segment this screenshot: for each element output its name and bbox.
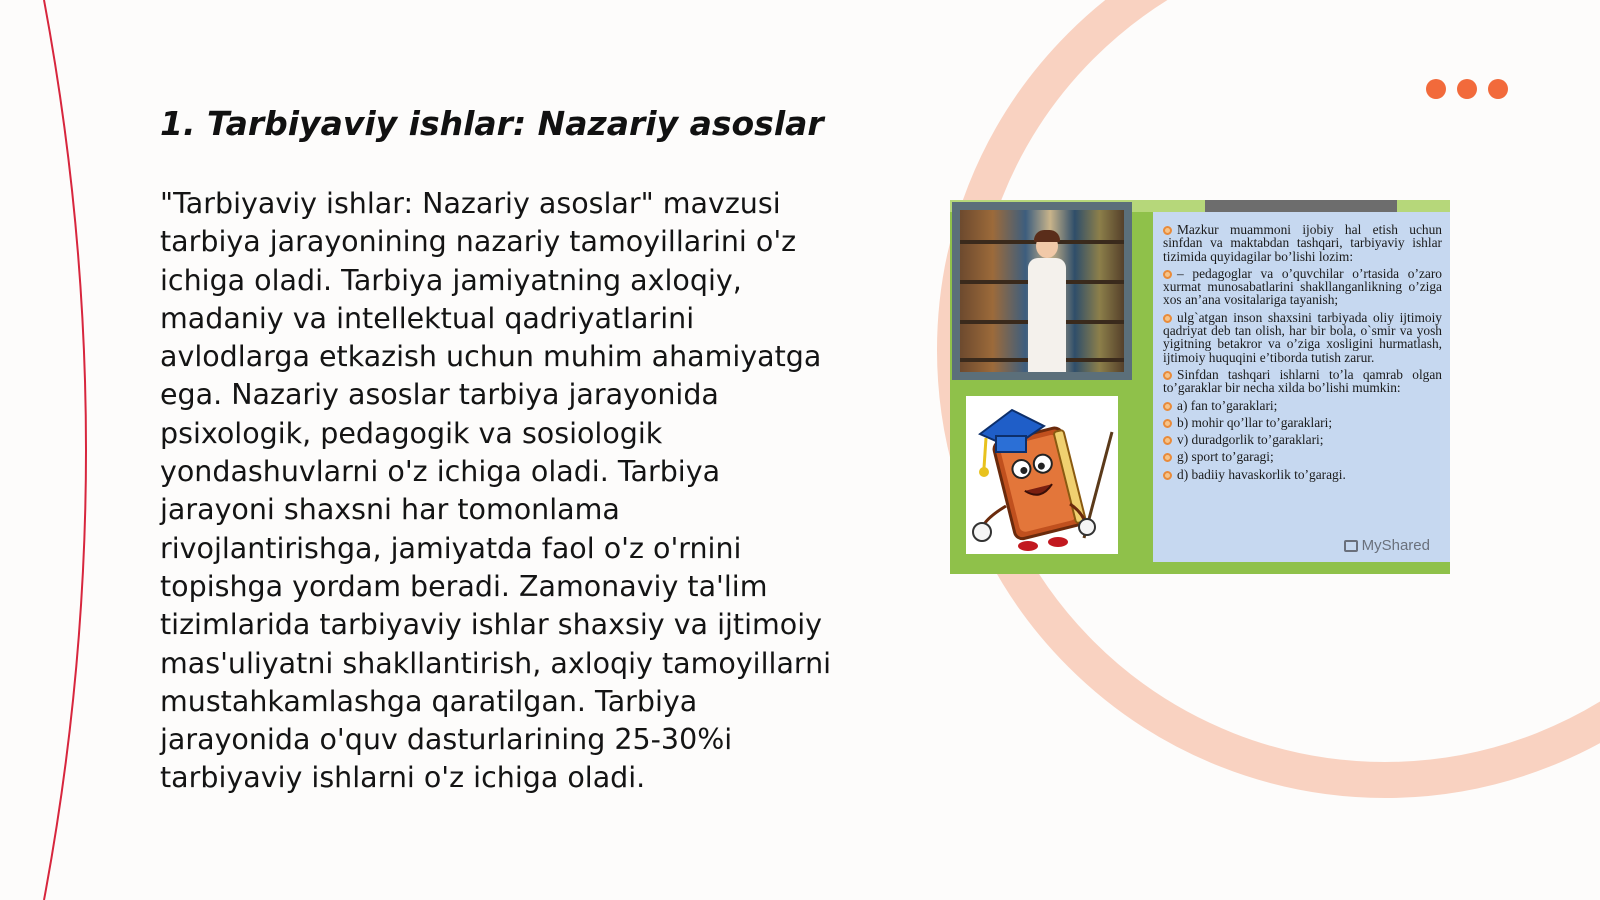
slide-paragraph: Sinfdan tashqari ishlarni to’la qamrab olgan to’garaklar bir necha xilda bo’lishi mumkin: xyxy=(1163,366,1442,396)
more-dots-icon xyxy=(1426,79,1508,99)
slide-top-bar xyxy=(1205,200,1397,212)
left-accent-line xyxy=(44,0,86,900)
list-item: d) badiiy havaskorlik to’garagi. xyxy=(1163,468,1442,481)
slide-body-text: "Tarbiyaviy ishlar: Nazariy asoslar" mavzusi tarbiya jarayonining nazariy tamoyillarini o'z ichiga oladi. Tarbiya jamiyatning axloqiy, madaniy va intellektual qadriyatlarini avlodlarga etkazish uchun muhim ahamiyatga ega. Nazariy asoslar tarbiya jarayonida psixologik, pedagogik va sosiologik yondashuvlarni o'z ichiga oladi. Tarbiya jarayoni shaxsni har tomonlama rivojlantirishga, jamiyatda faol o'z o'rnini topishga yordam beradi. Zamonaviy ta'lim tizimlarida tarbiyaviy ishlar shaxsiy va ijtimoiy mas'uliyatni shakllantirish, axloqiy tamoyillarni mustahkamlashga qaratilgan. Tarbiya jarayonida o'quv dasturlarining 25-30%i tarbiyaviy ishlarni o'z ichiga oladi. xyxy=(160,187,832,795)
dot xyxy=(1426,79,1446,99)
bullet-icon xyxy=(1163,471,1172,480)
list-item: g) sport to’garagi; xyxy=(1163,450,1442,463)
list-item: v) duradgorlik to’garaklari; xyxy=(1163,433,1442,446)
slide-paragraph: – pedagoglar va o’quvchilar o’rtasida o’zaro xurmat munosabatlarini shakllanganlikning o’ziga xos an’ana vositalariga tayanish; xyxy=(1163,265,1442,308)
dot xyxy=(1488,79,1508,99)
embedded-slide-image xyxy=(950,200,1450,574)
slide-paragraph: ulg`atgan inson shaxsini tarbiyada oliy ijtimoiy qadriyat deb tan olish, har bir bola, o`smir va yosh yigitning betakror va o’ziga xosligini hurmatlash, ijtimoiy huquqini e’tiborda tutish zarur. xyxy=(1163,309,1442,365)
bullet-icon xyxy=(1163,419,1172,428)
person-hair xyxy=(1034,230,1060,242)
bullet-icon xyxy=(1163,371,1172,380)
list-item: a) fan to’garaklari; xyxy=(1163,399,1442,412)
book-mascot-illustration xyxy=(966,396,1118,554)
bullet-icon xyxy=(1163,436,1172,445)
list-item: b) mohir qo’llar to’garaklari; xyxy=(1163,416,1442,429)
slide-text-panel xyxy=(1153,212,1450,562)
slide-paragraph: Mazkur muammoni ijobiy hal etish uchun sinfdan va maktabdan tashqari, tarbiyaviy ishlar tizimida quyidagilar bo’lishi lozim: xyxy=(1163,222,1442,264)
dot xyxy=(1457,79,1477,99)
person-figure xyxy=(1028,258,1066,372)
bullet-icon xyxy=(1163,402,1172,411)
myshared-watermark: MyShared xyxy=(1344,537,1430,554)
slide-title: 1. Tarbiyaviy ishlar: Nazariy asoslar xyxy=(160,104,824,143)
library-photo xyxy=(952,202,1132,380)
bullet-icon xyxy=(1163,270,1172,279)
bullet-icon xyxy=(1163,453,1172,462)
book-mascot-icon xyxy=(966,396,1118,554)
bullet-icon xyxy=(1163,314,1172,323)
myshared-logo-icon xyxy=(1344,540,1358,552)
library-photo-image xyxy=(960,210,1124,372)
bullet-icon xyxy=(1163,226,1172,235)
